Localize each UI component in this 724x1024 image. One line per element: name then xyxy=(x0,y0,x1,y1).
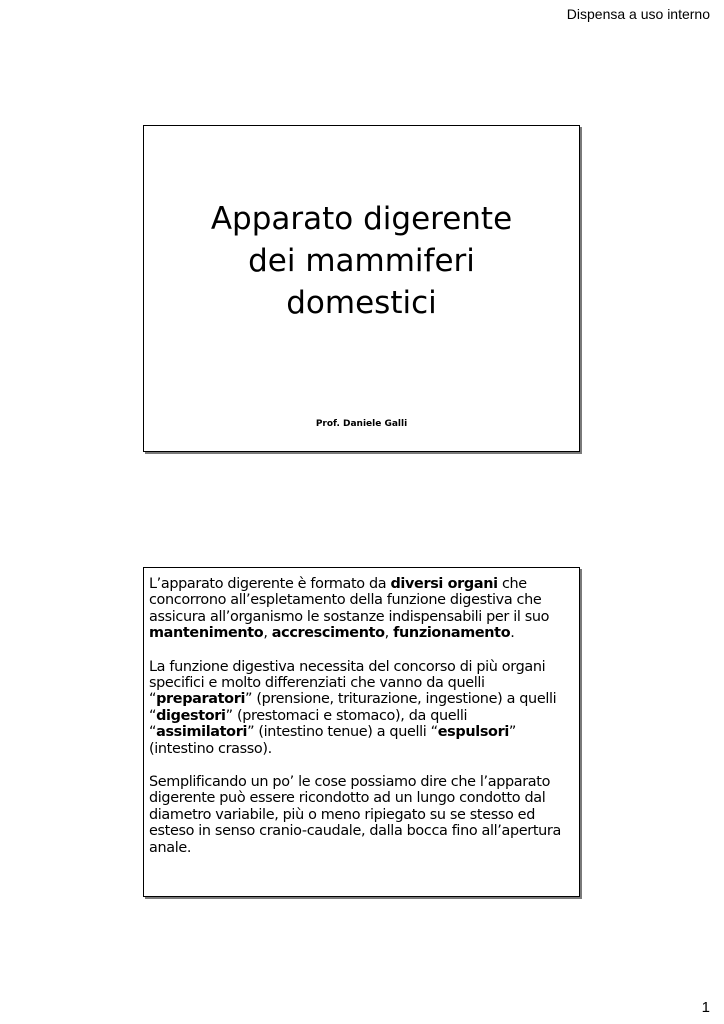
bold-term: digestori xyxy=(156,707,226,724)
bold-term: preparatori xyxy=(156,691,246,708)
slide-author: Prof. Daniele Galli xyxy=(315,419,408,429)
text-run: ” (prestomaci e stomaco), da quelli “ xyxy=(149,707,468,741)
bold-term: mantenimento xyxy=(149,625,264,642)
text-run: . xyxy=(510,625,515,642)
title-slide xyxy=(143,125,580,452)
title-line-3: domestici xyxy=(286,285,437,321)
paragraph-summary: Semplificando un po’ le cose possiamo dire che l’apparato digerente può essere ricondotto ad un lungo condotto dal diametro variabile, più o meno ripiegato su se stesso ed esteso in senso cranio-caudale, dalla bocca fino all’apertura anale. xyxy=(149,774,561,856)
paragraph-organs xyxy=(149,576,569,642)
bold-term: espulsori xyxy=(437,724,509,741)
title-line-1: Apparato digerente xyxy=(210,201,513,237)
text-run: , xyxy=(384,625,394,642)
page-number: 1 xyxy=(701,999,710,1016)
bold-term: diversi organi xyxy=(390,576,498,592)
text-run: ” (intestino crasso). xyxy=(149,724,517,757)
text-run: L’apparato digerente è formato da xyxy=(149,576,391,592)
bold-term: funzionamento xyxy=(393,625,511,642)
page-header: Dispensa a uso interno xyxy=(566,6,710,22)
text-run: La funzione digestiva necessita del concorso di più organi specifici e molto differenziati che vanno da quelli “ xyxy=(149,658,546,708)
title-line-2: dei mammiferi xyxy=(248,243,475,279)
paragraph-function xyxy=(149,659,569,757)
text-run: ” (prensione, triturazione, ingestione) a quelli “ xyxy=(149,691,557,724)
bold-term: accrescimento xyxy=(271,625,385,642)
content-slide xyxy=(143,567,580,897)
text-run: , xyxy=(263,625,272,642)
slide-title xyxy=(144,198,579,324)
bold-term: assimilatori xyxy=(156,724,248,741)
text-run: ” (intestino tenue) a quelli “ xyxy=(247,724,438,741)
text-run: che concorrono all’espletamento della funzione digestiva che assicura all’organismo le sostanze indispensabili per il suo xyxy=(149,576,550,625)
